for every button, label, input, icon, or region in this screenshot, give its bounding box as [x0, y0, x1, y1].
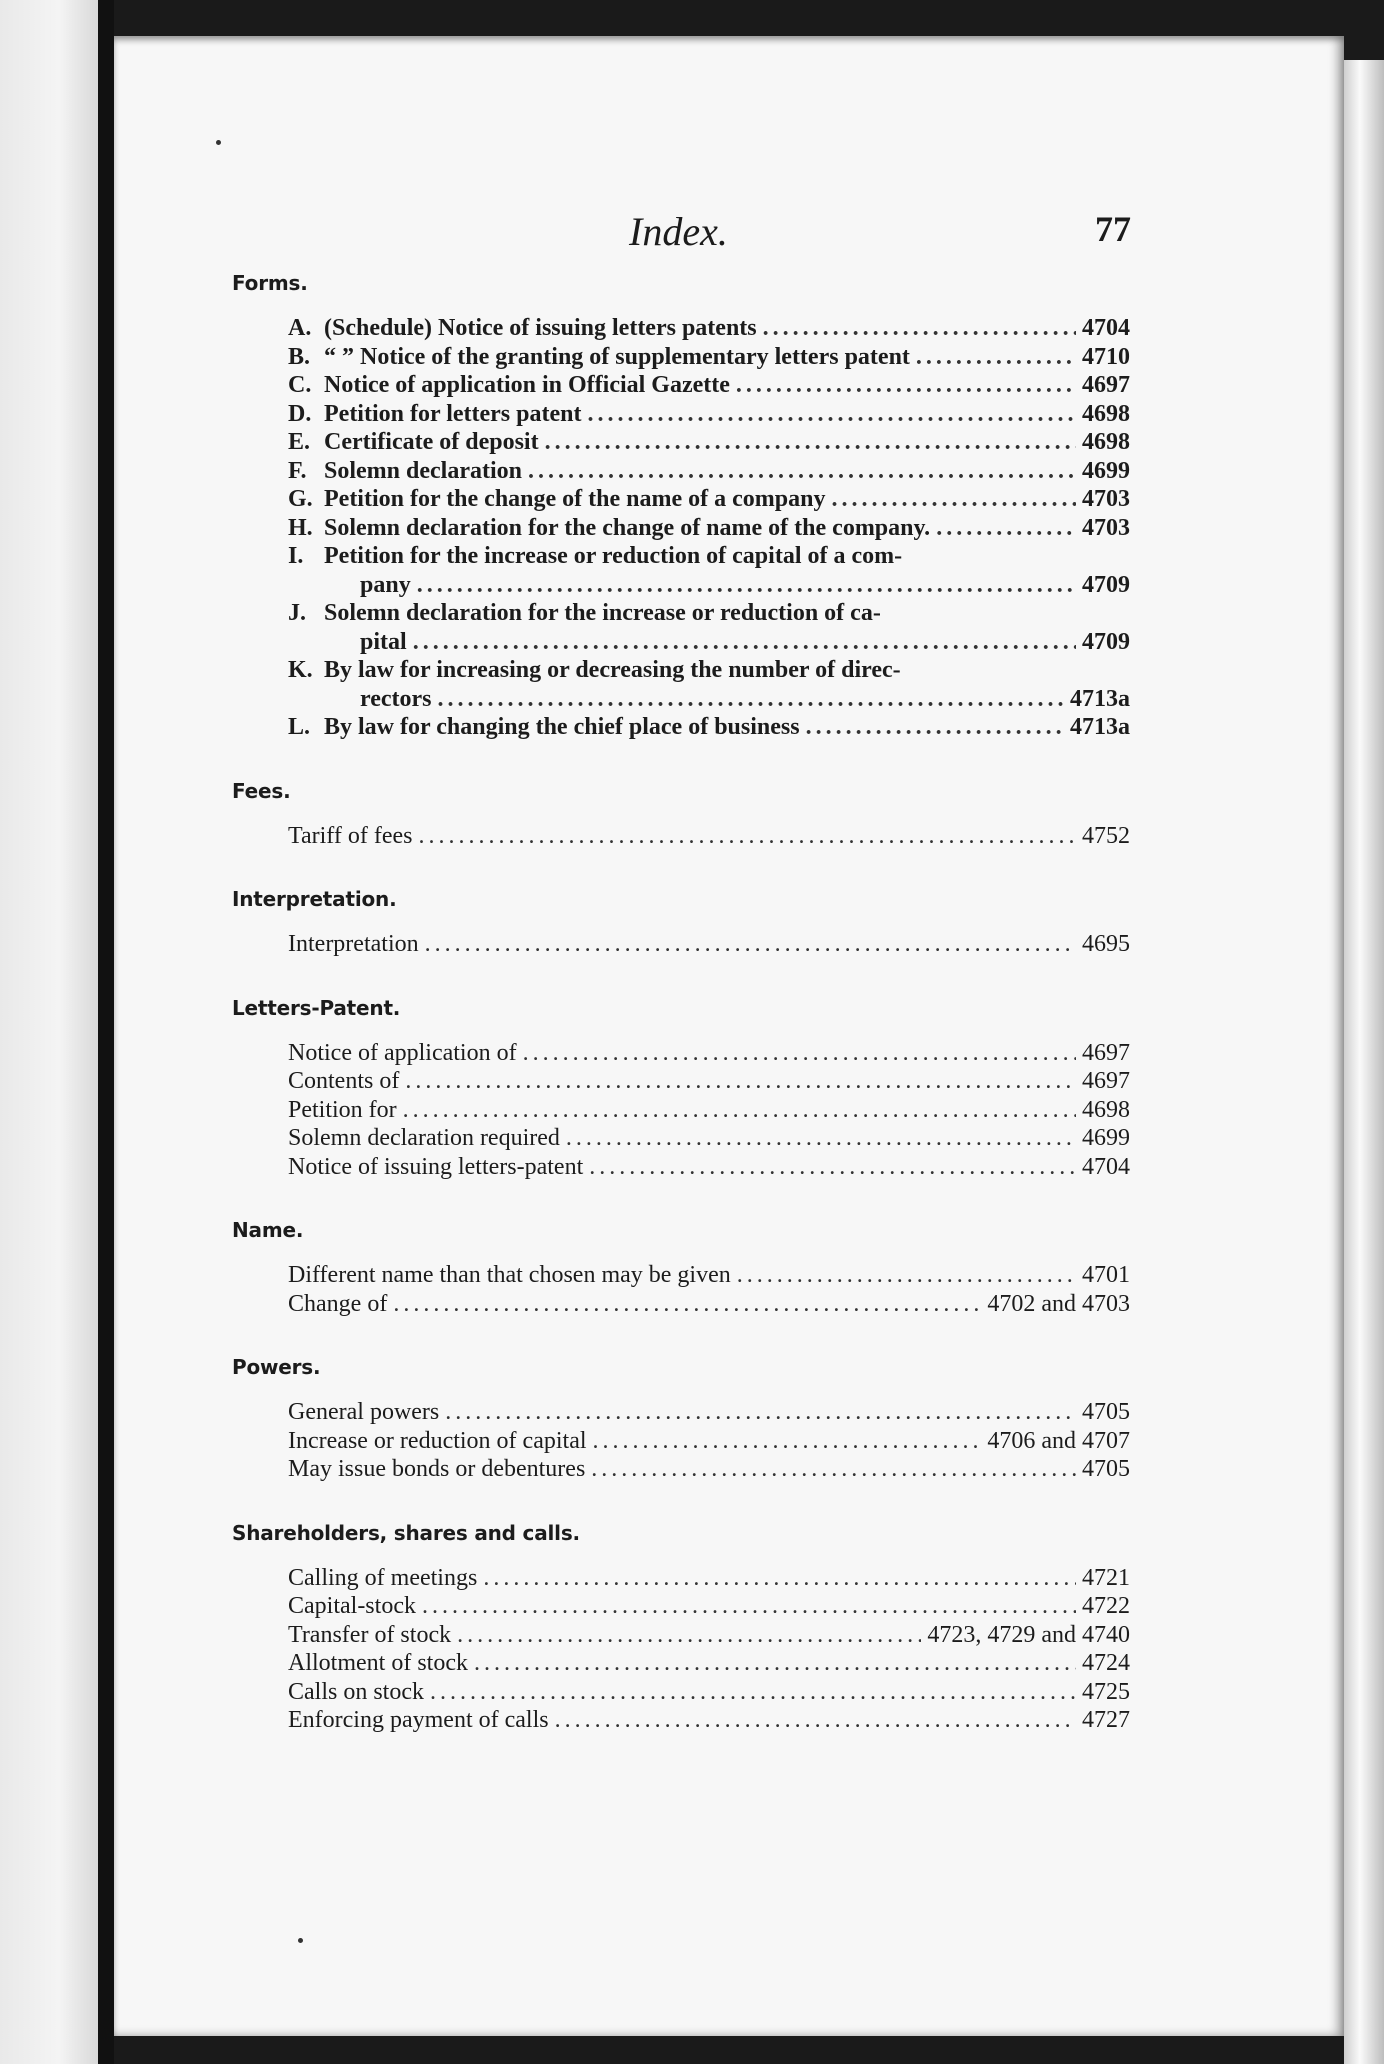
running-title: Index. [629, 209, 728, 254]
index-section [232, 886, 1132, 959]
dot-leader [555, 1706, 1076, 1735]
index-section [232, 1520, 1132, 1735]
entry-list [288, 822, 1130, 851]
entry-label: Contents of [288, 1068, 400, 1094]
entry-label: Petition for letters patent [324, 400, 582, 427]
dot-leader [528, 457, 1076, 486]
index-entry [288, 542, 1130, 599]
entry-label: May issue bonds or debentures [288, 1456, 586, 1482]
dot-leader [413, 628, 1076, 657]
entry-label: General powers [288, 1399, 440, 1425]
dot-leader [418, 822, 1076, 851]
entry-letter: J. [288, 600, 306, 626]
entry-label: Tariff of fees [288, 822, 413, 849]
index-entry [288, 1124, 1130, 1153]
index-section [232, 1217, 1132, 1318]
entry-page-ref: 4725 [1082, 1678, 1130, 1705]
index-entry [288, 1290, 1130, 1319]
print-speck [298, 1938, 303, 1943]
dot-leader [422, 1592, 1076, 1621]
dot-leader [916, 343, 1076, 372]
index-entry [288, 1261, 1130, 1290]
entry-label: By law for changing the chief place of business [324, 714, 800, 740]
entry-list [288, 314, 1130, 742]
index-entry [288, 1039, 1130, 1068]
entry-page-ref: 4713a [1070, 685, 1130, 712]
entry-page-ref: 4702 and 4703 [987, 1290, 1130, 1317]
entry-page-ref: 4727 [1082, 1707, 1130, 1733]
index-entry [288, 485, 1130, 514]
index-section [232, 1354, 1132, 1484]
entry-label: Interpretation [288, 931, 419, 957]
entry-page-ref: 4698 [1082, 400, 1130, 427]
index-entry [288, 457, 1130, 486]
dot-leader [403, 1096, 1076, 1125]
index-entry [288, 1621, 1130, 1650]
dot-leader [417, 571, 1076, 600]
index-content [232, 270, 1132, 1735]
dot-leader [936, 514, 1076, 543]
dot-leader [457, 1621, 921, 1650]
dot-leader [445, 1398, 1076, 1427]
entry-letter: C. [288, 372, 312, 398]
entry-page-ref: 4721 [1082, 1564, 1130, 1591]
index-entry [288, 822, 1130, 851]
entry-letter: B. [288, 343, 311, 370]
entry-page-ref: 4698 [1082, 429, 1130, 455]
index-entry [288, 1427, 1130, 1456]
entry-list [288, 1398, 1130, 1484]
section-heading: Shareholders, shares and calls. [232, 1520, 580, 1545]
entry-label-continued: pital [360, 628, 407, 655]
entry-label: Notice of application in Official Gazette [324, 372, 730, 398]
entry-letter: L. [288, 714, 311, 740]
index-section [232, 778, 1132, 851]
index-entry [288, 1067, 1130, 1096]
dot-leader [425, 930, 1076, 959]
entry-label: Capital-stock [288, 1593, 416, 1619]
dot-leader [545, 428, 1076, 457]
entry-list [288, 1261, 1130, 1318]
entry-list [288, 930, 1130, 959]
entry-page-ref: 4723, 4729 and 4740 [927, 1621, 1130, 1648]
entry-list [288, 1039, 1130, 1182]
entry-page-ref: 4709 [1082, 571, 1130, 598]
entry-page-ref: 4697 [1082, 372, 1130, 398]
dot-leader [430, 1678, 1076, 1707]
dot-leader [806, 713, 1064, 742]
section-heading: Interpretation. [232, 887, 397, 911]
section-heading: Fees. [232, 778, 291, 803]
entry-page-ref: 4697 [1082, 1068, 1130, 1094]
entry-letter: K. [288, 657, 313, 683]
entry-letter: F. [288, 457, 307, 484]
index-entry [288, 343, 1130, 372]
entry-label: Petition for the increase or reduction of capital of a com- [324, 543, 903, 569]
entry-label: (Schedule) Notice of issuing letters patents [324, 315, 757, 341]
entry-page-ref: 4698 [1082, 1096, 1130, 1123]
index-entry [288, 713, 1130, 742]
entry-label: Solemn declaration required [288, 1125, 560, 1151]
index-entry [288, 1096, 1130, 1125]
page-stack-edge [1344, 60, 1384, 2064]
index-section [232, 995, 1132, 1182]
index-entry [288, 1649, 1130, 1678]
section-heading: Powers. [232, 1355, 321, 1379]
index-entry [288, 371, 1130, 400]
entry-label: Solemn declaration for the increase or reduction of ca- [324, 600, 881, 626]
index-entry [288, 1153, 1130, 1182]
entry-label: Transfer of stock [288, 1621, 452, 1648]
entry-label: Certificate of deposit [324, 429, 539, 455]
entry-letter: D. [288, 400, 312, 427]
index-entry [288, 428, 1130, 457]
dot-leader [405, 1067, 1076, 1096]
dot-leader [589, 1153, 1076, 1182]
entry-label: Change of [288, 1290, 388, 1317]
section-heading: Forms. [232, 271, 308, 295]
index-entry [288, 1706, 1130, 1735]
entry-letter: H. [288, 514, 313, 541]
dot-leader [483, 1564, 1076, 1593]
adjacent-page-edge [0, 0, 98, 2064]
entry-label: Notice of application of [288, 1039, 517, 1066]
page-header [114, 208, 1131, 258]
index-entry [288, 656, 1130, 713]
entry-label: By law for increasing or decreasing the number of direc- [324, 657, 901, 683]
dot-leader [438, 685, 1064, 714]
section-heading: Letters-Patent. [232, 995, 401, 1020]
entry-page-ref: 4705 [1082, 1399, 1130, 1425]
entry-letter: I. [288, 543, 304, 569]
entry-label-continued: pany [360, 571, 411, 598]
dot-leader [763, 314, 1076, 343]
dot-leader [832, 485, 1077, 514]
entry-page-ref: 4710 [1082, 343, 1130, 370]
entry-label: Notice of issuing letters-patent [288, 1153, 584, 1180]
dot-leader [566, 1124, 1076, 1153]
print-speck [216, 140, 221, 145]
entry-page-ref: 4704 [1082, 315, 1130, 341]
entry-label-continued: rectors [360, 685, 432, 712]
page-number: 77 [1095, 209, 1131, 249]
dot-leader [737, 1261, 1076, 1290]
dot-leader [593, 1427, 982, 1456]
dot-leader [591, 1455, 1076, 1484]
index-entry [288, 599, 1130, 656]
dot-leader [393, 1290, 981, 1319]
entry-page-ref: 4713a [1070, 714, 1130, 740]
index-entry [288, 1678, 1130, 1707]
entry-page-ref: 4709 [1082, 628, 1130, 655]
entry-page-ref: 4699 [1082, 457, 1130, 484]
dot-leader [474, 1649, 1076, 1678]
entry-letter: E. [288, 429, 311, 455]
entry-label: Solemn declaration [324, 457, 522, 484]
section-heading: Name. [232, 1218, 304, 1242]
entry-page-ref: 4701 [1082, 1262, 1130, 1288]
dot-leader [523, 1039, 1076, 1068]
index-entry [288, 1564, 1130, 1593]
binding-shadow [98, 0, 114, 2064]
entry-page-ref: 4699 [1082, 1125, 1130, 1151]
entry-page-ref: 4704 [1082, 1153, 1130, 1180]
entry-label: “ ” Notice of the granting of supplementary letters patent [324, 343, 910, 370]
dot-leader [587, 400, 1076, 429]
entry-label: Calling of meetings [288, 1564, 478, 1591]
entry-label: Calls on stock [288, 1678, 424, 1705]
entry-label: Enforcing payment of calls [288, 1707, 549, 1733]
index-entry [288, 930, 1130, 959]
entry-page-ref: 4706 and 4707 [987, 1427, 1130, 1454]
entry-label: Different name than that chosen may be given [288, 1262, 731, 1288]
index-entry [288, 314, 1130, 343]
index-entry [288, 1398, 1130, 1427]
index-section [232, 270, 1132, 742]
entry-letter: A. [288, 315, 312, 341]
entry-page-ref: 4722 [1082, 1593, 1130, 1619]
entry-page-ref: 4695 [1082, 931, 1130, 957]
index-entry [288, 400, 1130, 429]
index-entry [288, 1455, 1130, 1484]
entry-page-ref: 4703 [1082, 486, 1130, 512]
entry-label: Allotment of stock [288, 1650, 468, 1676]
entry-label: Increase or reduction of capital [288, 1427, 587, 1454]
entry-page-ref: 4752 [1082, 822, 1130, 849]
dot-leader [736, 371, 1076, 400]
entry-label: Petition for [288, 1096, 397, 1123]
entry-letter: G. [288, 486, 313, 512]
entry-page-ref: 4705 [1082, 1456, 1130, 1482]
entry-page-ref: 4703 [1082, 514, 1130, 541]
entry-label: Solemn declaration for the change of name of the company. [324, 514, 931, 541]
index-entry [288, 514, 1130, 543]
entry-list [288, 1564, 1130, 1735]
entry-page-ref: 4724 [1082, 1650, 1130, 1676]
entry-page-ref: 4697 [1082, 1039, 1130, 1066]
index-entry [288, 1592, 1130, 1621]
entry-label: Petition for the change of the name of a company [324, 486, 826, 512]
